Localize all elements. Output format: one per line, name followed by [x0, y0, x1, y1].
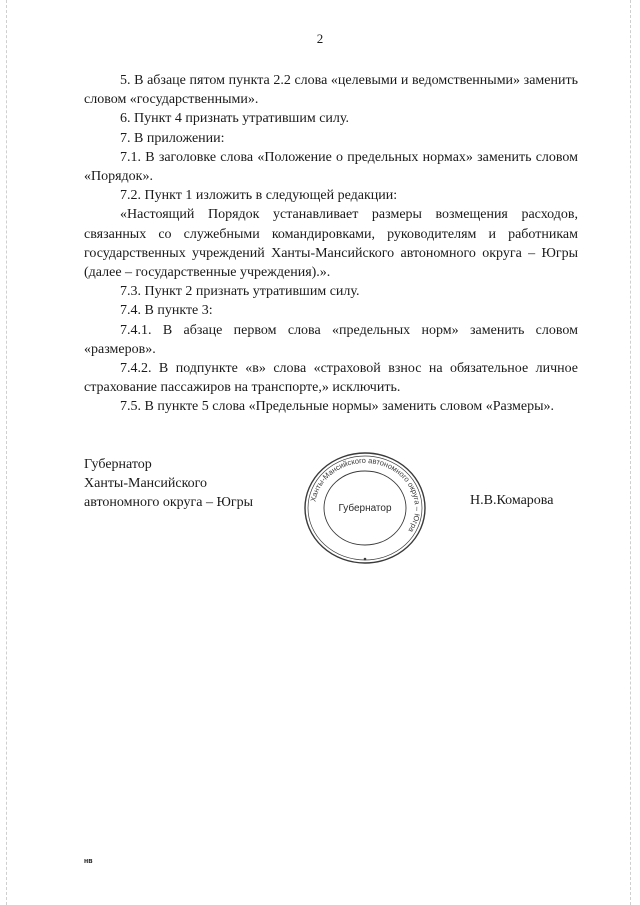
signature-title — [84, 455, 253, 513]
signature-title-line: Губернатор — [84, 457, 152, 472]
signature-title-line: Ханты-Мансийского — [84, 476, 208, 492]
paragraph-7-4: 7.4. В пункте 3: — [120, 303, 213, 319]
footer-initials: нв — [84, 858, 93, 865]
scan-edge-right — [630, 0, 632, 905]
seal-ring-text: Ханты-Мансийского автономного округа – Югра — [308, 455, 423, 534]
paragraph-7: 7. В приложении: — [120, 130, 225, 146]
paragraph-7-4-2: 7.4.2. В подпункте «в» слова «страховой взнос на обязательное личное страхование пассажиров на транспорте,» исключить. — [84, 361, 578, 396]
page-number: 2 — [316, 31, 324, 46]
document-body — [84, 71, 578, 417]
scan-edge-left — [6, 0, 8, 905]
signatory-name: Н.В.Комарова — [470, 493, 554, 508]
seal-dot — [364, 558, 367, 561]
paragraph-7-4-1: 7.4.1. В абзаце первом слова «предельных норм» заменить словом «размеров». — [84, 322, 578, 357]
signature-title-line: автономного округа – Югры — [84, 495, 253, 511]
paragraph-6: 6. Пункт 4 признать утратившим силу. — [120, 111, 349, 127]
paragraph-7-5: 7.5. В пункте 5 слова «Предельные нормы» заменить словом «Размеры». — [120, 399, 555, 415]
paragraph-7-1: 7.1. В заголовке слова «Положение о предельных нормах» заменить словом «Порядок». — [84, 149, 578, 185]
paragraph-7-2: 7.2. Пункт 1 изложить в следующей редакции: — [120, 188, 398, 204]
seal-center-text: Губернатор — [338, 503, 392, 514]
official-seal-stamp — [298, 447, 432, 569]
paragraph-5: 5. В абзаце пятом пункта 2.2 слова «целевыми и ведомственными» заменить словом «государственными». — [84, 73, 578, 108]
paragraph-7-2-quote: «Настоящий Порядок устанавливает размеры возмещения расходов, связанных со служебными командировками, руководителям и работникам государственных учреждений Ханты-Мансийского автономного округа – Югры (далее – государственные учреждения).». — [84, 207, 578, 281]
paragraph-7-3: 7.3. Пункт 2 признать утратившим силу. — [120, 284, 360, 300]
